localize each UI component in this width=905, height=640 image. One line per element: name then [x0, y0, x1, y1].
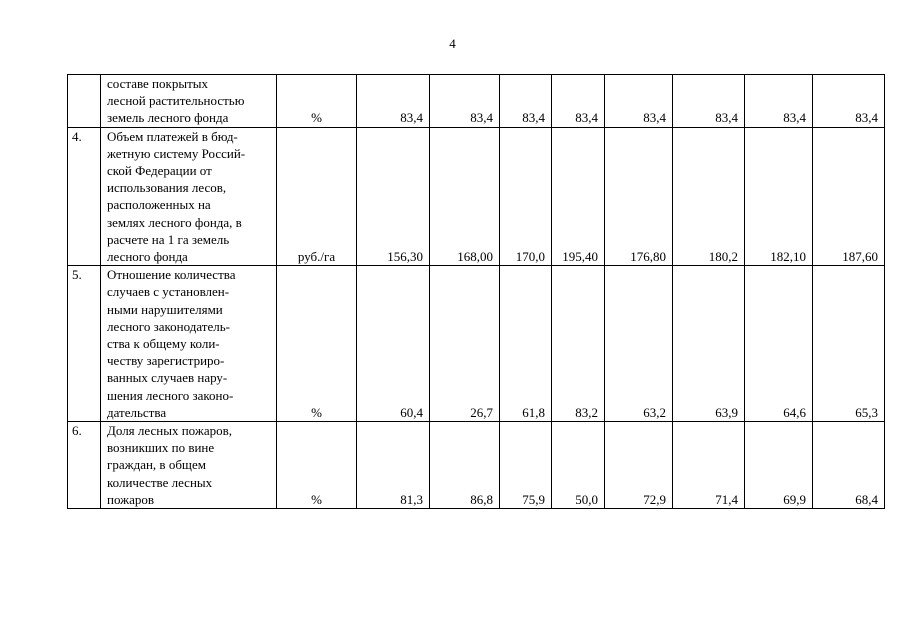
indicator-name-line: жетную систему Россий- [107, 145, 246, 161]
value-cell: 61,8 [500, 266, 552, 422]
value-cell: 83,4 [745, 75, 813, 128]
indicator-name-line: пожаров [107, 491, 155, 507]
row-number-cell: 4. [68, 127, 101, 266]
indicator-name-line: честву зарегистриро- [107, 353, 225, 369]
indicator-name-line: Объем платежей в бюд- [107, 128, 238, 144]
value-cell: 72,9 [605, 422, 673, 509]
indicator-name-line: случаев с установлен- [107, 284, 230, 300]
table-row [68, 127, 885, 266]
indicators-table [67, 74, 885, 509]
indicator-name-line: использования лесов, [107, 180, 227, 196]
value-cell: 63,2 [605, 266, 673, 422]
value-cell: 187,60 [813, 127, 885, 266]
value-cell: 81,3 [357, 422, 430, 509]
value-cell: 182,10 [745, 127, 813, 266]
value-cell: 60,4 [357, 266, 430, 422]
indicator-name-line: количестве лесных [107, 474, 213, 490]
indicator-name-line: ванных случаев нару- [107, 370, 228, 386]
indicator-name-line: землях лесного фонда, в [107, 214, 242, 230]
value-cell: 168,00 [430, 127, 500, 266]
indicator-name-line: лесной растительностью [107, 93, 245, 109]
indicator-name-line: составе покрытых [107, 76, 208, 91]
indicator-name-line: расположенных на [107, 197, 211, 213]
value-cell: 50,0 [552, 422, 605, 509]
unit-cell: % [277, 422, 357, 509]
value-cell: 156,30 [357, 127, 430, 266]
indicator-name-line: граждан, в общем [107, 457, 206, 473]
row-number-cell: 5. [68, 266, 101, 422]
value-cell: 71,4 [673, 422, 745, 509]
unit-cell: % [277, 266, 357, 422]
value-cell: 83,4 [500, 75, 552, 128]
indicator-name-cell [101, 75, 277, 128]
page-number: 4 [449, 36, 456, 51]
value-cell: 83,4 [357, 75, 430, 128]
value-cell: 69,9 [745, 422, 813, 509]
value-cell: 83,4 [552, 75, 605, 128]
table-row [68, 266, 885, 422]
indicator-name-line: возникших по вине [107, 440, 215, 456]
value-cell: 83,2 [552, 266, 605, 422]
value-cell: 86,8 [430, 422, 500, 509]
indicator-name-line: дательства [107, 404, 167, 420]
indicator-name-line: лесного законодатель- [107, 318, 230, 334]
value-cell: 83,4 [813, 75, 885, 128]
indicator-name-line: шения лесного законо- [107, 387, 234, 403]
indicator-name-cell [101, 127, 277, 266]
value-cell: 195,40 [552, 127, 605, 266]
indicator-name-cell [101, 266, 277, 422]
value-cell: 75,9 [500, 422, 552, 509]
table-row [68, 75, 885, 128]
indicator-name-line: земель лесного фонда [107, 110, 229, 126]
indicator-name-line: Доля лесных пожаров, [107, 423, 232, 439]
value-cell: 176,80 [605, 127, 673, 266]
value-cell: 64,6 [745, 266, 813, 422]
value-cell: 180,2 [673, 127, 745, 266]
indicator-name-line: лесного фонда [107, 249, 188, 265]
unit-cell: руб./га [277, 127, 357, 266]
table-row [68, 422, 885, 509]
row-number-cell: 6. [68, 422, 101, 509]
value-cell: 68,4 [813, 422, 885, 509]
value-cell: 26,7 [430, 266, 500, 422]
indicator-name-line: Отношение количества [107, 267, 236, 283]
value-cell: 83,4 [430, 75, 500, 128]
value-cell: 83,4 [673, 75, 745, 128]
indicator-name-line: ства к общему коли- [107, 336, 220, 352]
indicator-name-line: ными нарушителями [107, 301, 223, 317]
indicator-name-line: ской Федерации от [107, 163, 212, 179]
value-cell: 65,3 [813, 266, 885, 422]
row-number-cell [68, 75, 101, 128]
indicator-name-line: расчете на 1 га земель [107, 231, 230, 247]
indicator-name-cell [101, 422, 277, 509]
value-cell: 63,9 [673, 266, 745, 422]
value-cell: 170,0 [500, 127, 552, 266]
value-cell: 83,4 [605, 75, 673, 128]
unit-cell: % [277, 75, 357, 128]
